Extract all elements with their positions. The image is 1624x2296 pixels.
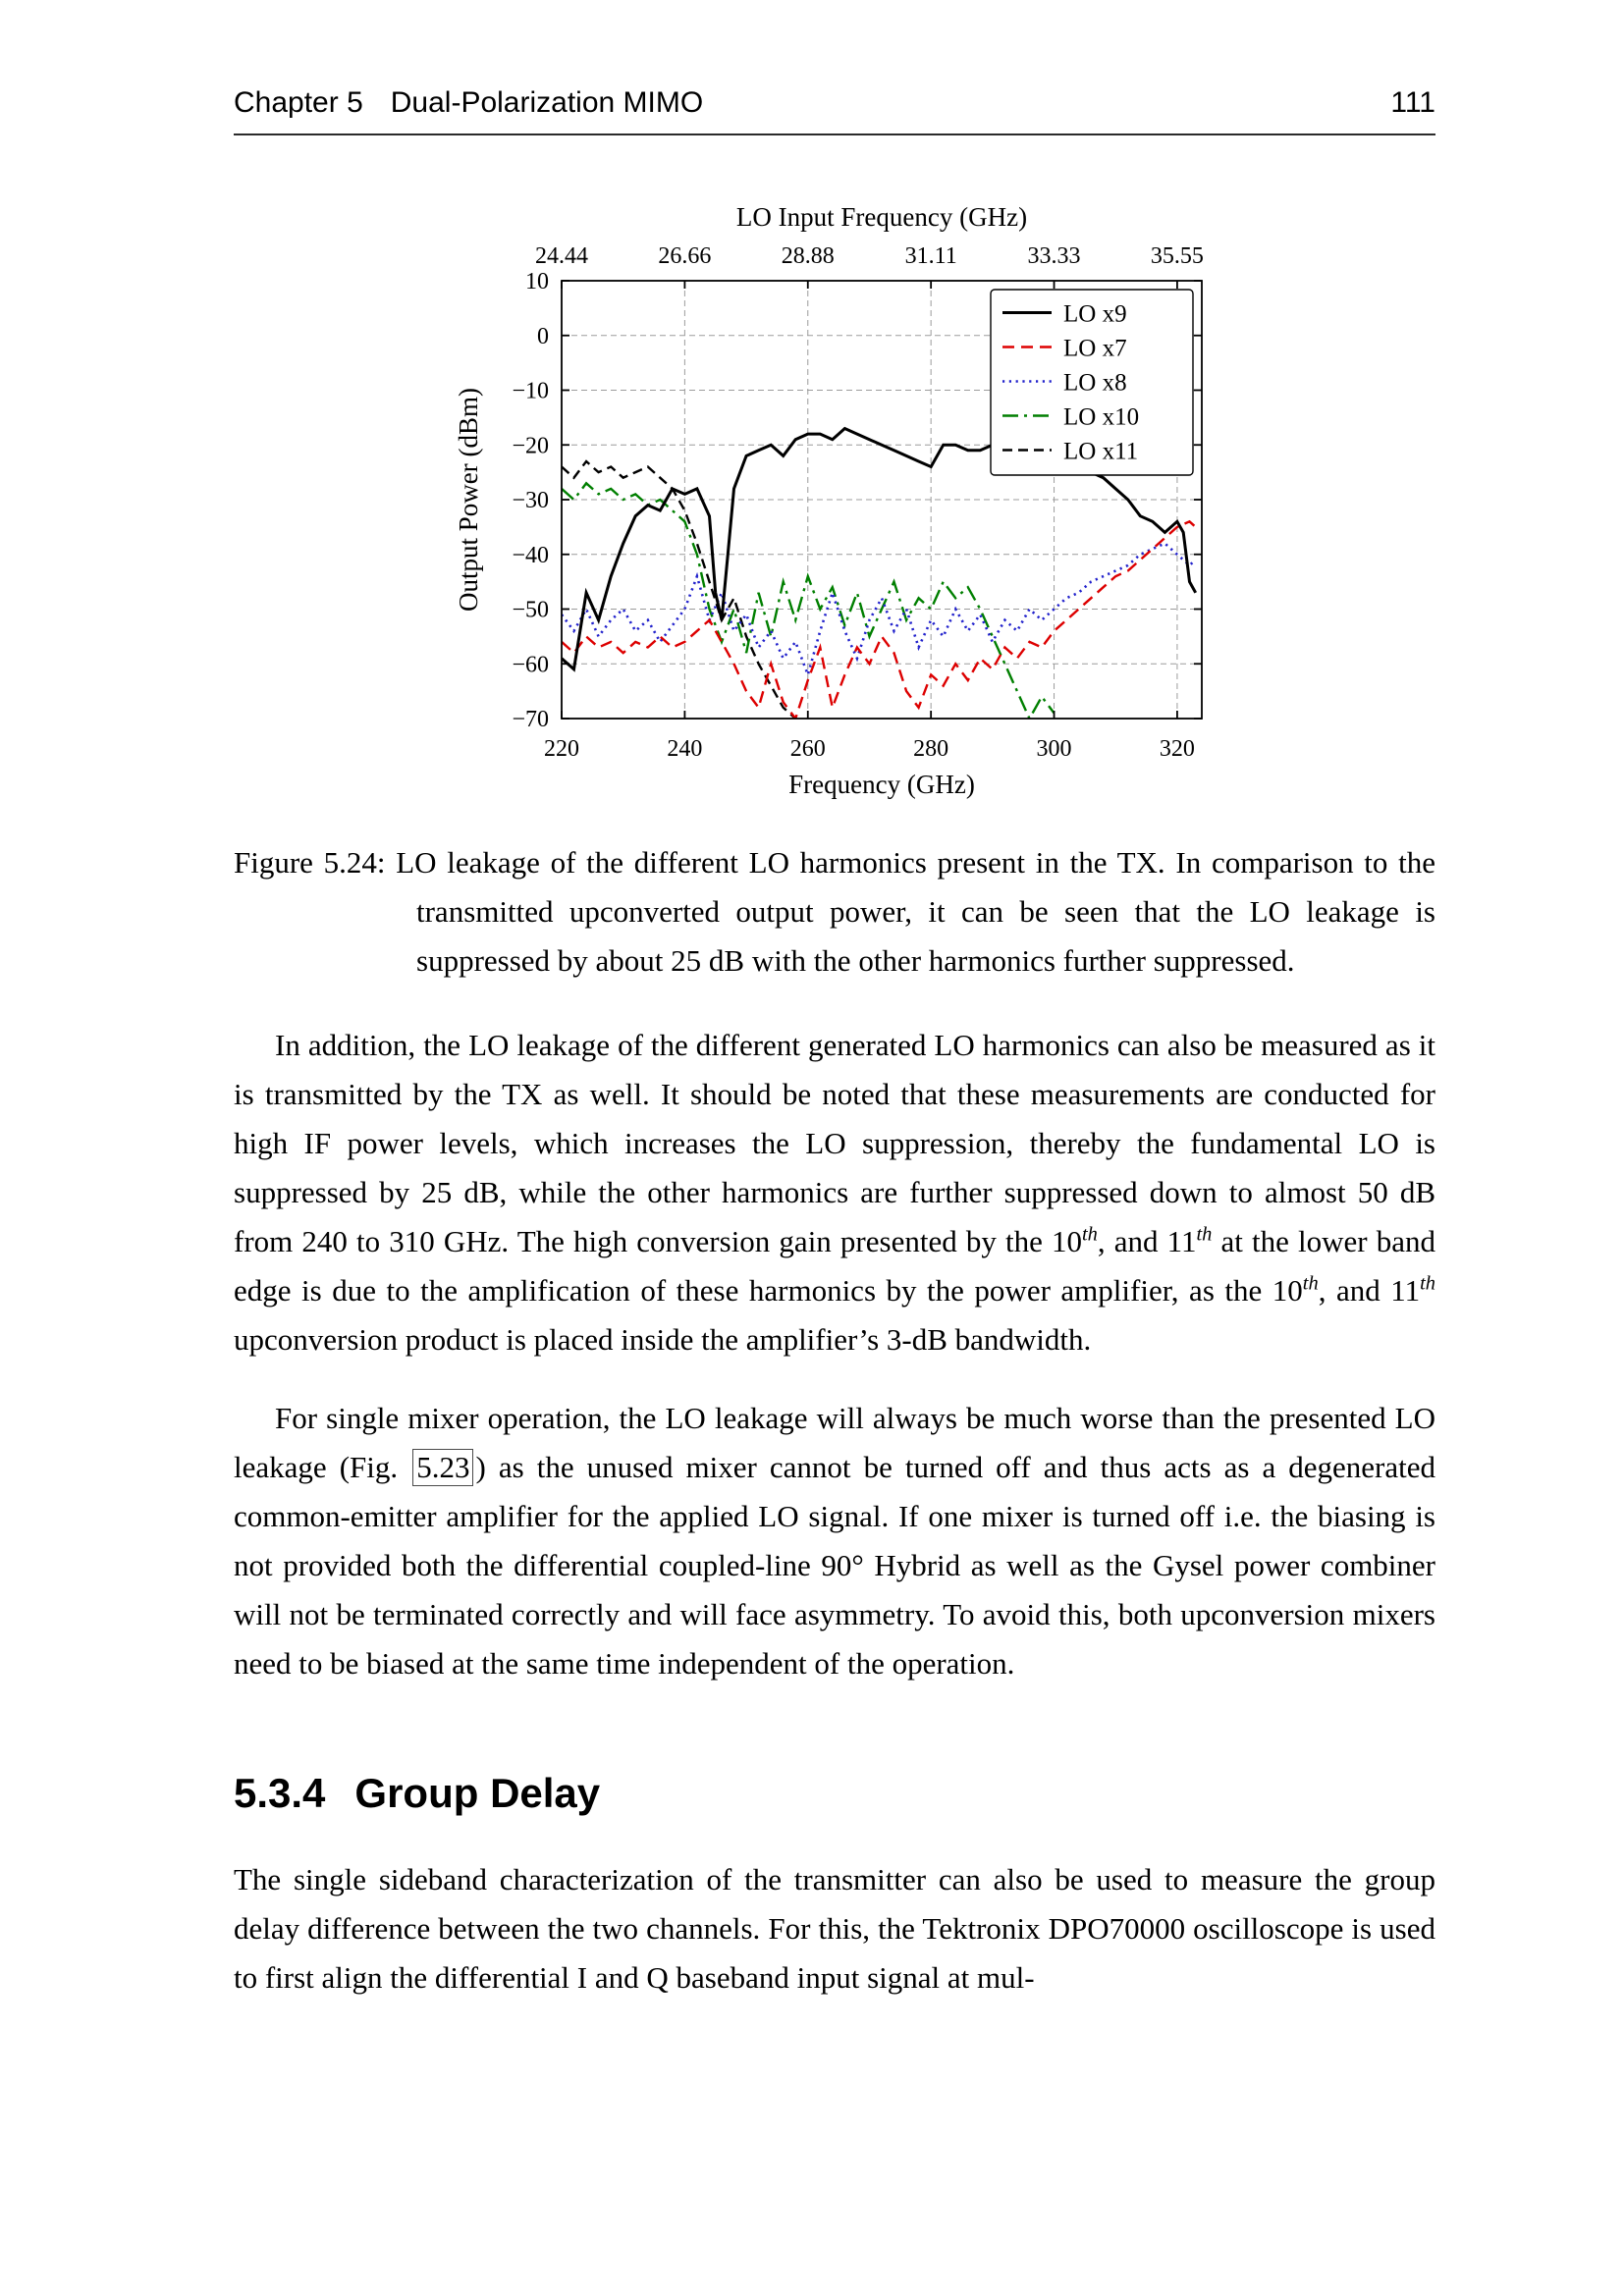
svg-text:320: 320 [1159,736,1195,762]
figure-5-24 [234,196,1435,986]
caption-label: Figure 5.24: [234,845,386,880]
svg-text:24.44: 24.44 [535,243,588,269]
svg-text:−20: −20 [512,433,549,459]
svg-text:−60: −60 [512,652,549,678]
chapter-title: Dual-Polarization MIMO [390,86,704,119]
svg-text:220: 220 [544,736,579,762]
svg-text:Output Power (dBm): Output Power (dBm) [454,388,483,612]
p1-text-4: , and 11 [1318,1273,1421,1308]
page-number: 111 [1390,86,1435,119]
svg-text:LO x11: LO x11 [1063,438,1139,465]
svg-text:LO x9: LO x9 [1063,300,1127,328]
svg-text:240: 240 [667,736,703,762]
paragraph-single-mixer [234,1394,1435,1688]
section-number: 5.3.4 [234,1770,326,1816]
svg-text:280: 280 [913,736,949,762]
svg-text:28.88: 28.88 [781,243,835,269]
svg-text:LO Input Frequency (GHz): LO Input Frequency (GHz) [735,202,1028,232]
p1-text-3: at the lower band edge is due to the amplification of these harmonics by the power amplifier, as the 10 [234,1224,1435,1308]
lo-leakage-chart [452,196,1218,801]
paragraph-lo-harmonics [234,1021,1435,1364]
svg-text:−70: −70 [512,707,549,732]
svg-text:LO x7: LO x7 [1063,335,1127,362]
section-heading [234,1771,1435,1816]
svg-text:260: 260 [789,736,826,762]
svg-text:35.55: 35.55 [1150,243,1204,269]
svg-text:300: 300 [1036,736,1072,762]
figure-caption [234,838,1435,986]
paragraph-group-delay: The single sideband characterization of the transmitter can also be used to measure the group delay difference between the two channels. For this, the Tektronix DPO70000 oscilloscope is used to first align the differential I and Q baseband input signal at mul- [234,1862,1435,1996]
superscript-th: th [1081,1223,1098,1246]
superscript-th: th [1302,1272,1319,1295]
svg-text:LO x10: LO x10 [1063,403,1140,431]
svg-text:26.66: 26.66 [658,243,712,269]
svg-text:10: 10 [525,269,549,294]
p2-text-1: For single mixer operation, the LO leakage will always be much worse than the presented LO leakage (Fig. [234,1401,1435,1484]
chapter-number: Chapter 5 [234,86,363,119]
svg-text:33.33: 33.33 [1027,243,1081,269]
running-head [234,86,1435,135]
p1-text-1: In addition, the LO leakage of the different generated LO harmonics can also be measured as it is transmitted by the TX as well. It should be noted that these measurements are conducted for high IF power levels, which increases the LO suppression, thereby the fundamental LO is suppressed by 25 dB, while the other harmonics are further suppressed down to almost 50 dB from 240 to 310 GHz. The high conversion gain presented by the 10 [234,1028,1435,1258]
chapter-heading [234,86,703,120]
section-title: Group Delay [354,1770,601,1816]
svg-text:LO x8: LO x8 [1063,369,1127,397]
superscript-th: th [1420,1272,1436,1295]
figure-reference-link[interactable]: 5.23 [412,1449,473,1486]
svg-text:−50: −50 [512,597,549,623]
caption-text: LO leakage of the different LO harmonics present in the TX. In comparison to the transmitted upconverted output power, it can be seen that the LO leakage is suppressed by about 25 dB with the other harmonics further suppressed. [396,845,1435,978]
p1-text-2: , and 11 [1097,1224,1197,1258]
svg-text:0: 0 [537,323,549,349]
svg-text:−10: −10 [512,378,549,404]
p1-text-5: upconversion product is placed inside the amplifier’s 3-dB bandwidth. [234,1322,1092,1357]
superscript-th: th [1196,1223,1213,1246]
svg-text:−30: −30 [512,488,549,513]
p2-text-2: ) as the unused mixer cannot be turned off and thus acts as a degenerated common-emitter amplifier for the applied LO signal. If one mixer is turned off i.e. the biasing is not provided both the differential coupled-line 90° Hybrid as well as the Gysel power combiner will not be terminated correctly and will face asymmetry. To avoid this, both upconversion mixers need to be biased at the same time independent of the operation. [234,1450,1436,1681]
svg-text:31.11: 31.11 [904,243,957,269]
svg-text:−40: −40 [512,542,549,568]
svg-text:Frequency (GHz): Frequency (GHz) [788,770,975,799]
